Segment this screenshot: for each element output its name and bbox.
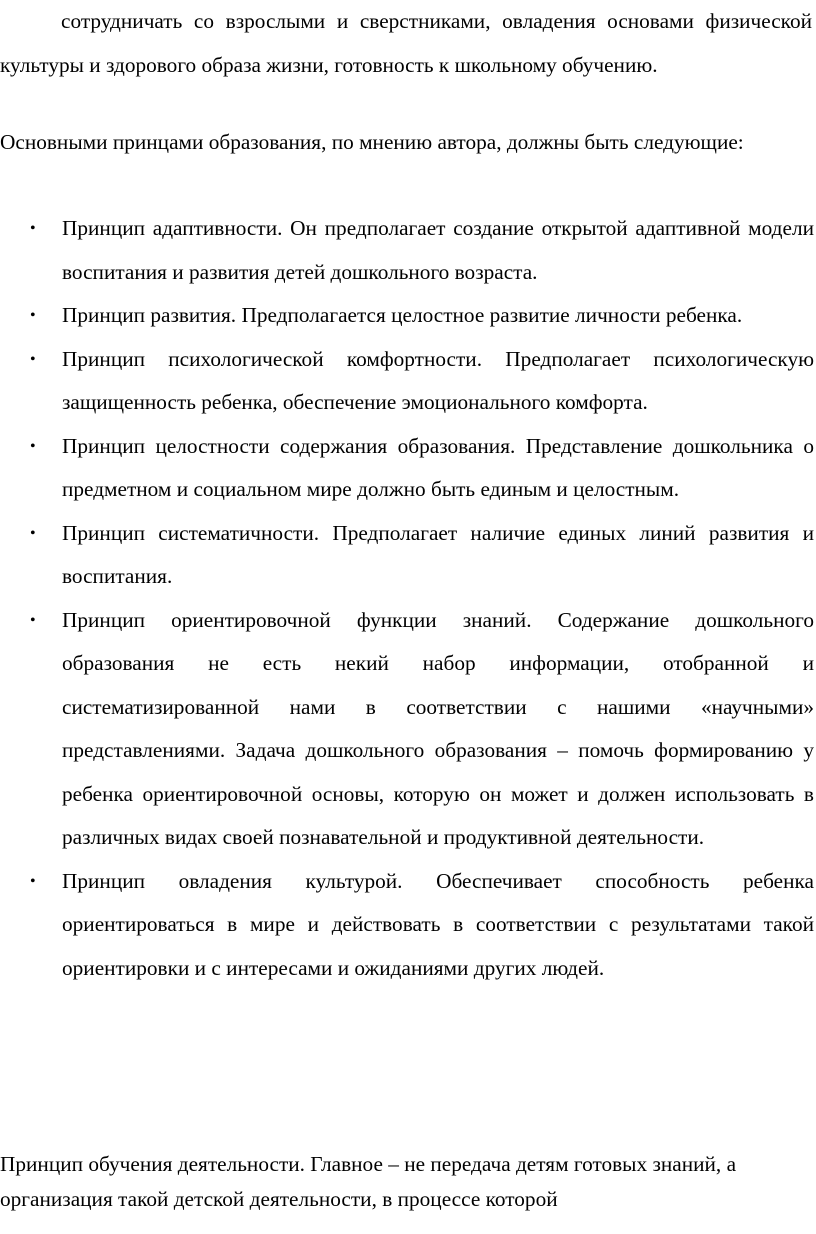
- bullet-icon: •: [30, 437, 36, 455]
- intro-paragraph: сотрудничать со взрослыми и сверстниками, овладения основами физической культуры и здорового образа жизни, готовность к школьному обучению.: [0, 9, 812, 77]
- bullet-icon: •: [30, 872, 36, 890]
- bullet-icon: •: [30, 307, 36, 324]
- list-item-text: Принцип ориентировочной функции знаний. Содержание дошкольного образования не есть некий набор информации, отобранной и систематизированной нами в соответствии с нашими «научными» представлениями. Задача дошкольного образования – помочь формированию у ребенка ориентировочной основы, которую он может и должен использовать в различных видах своей познавательной и продуктивной деятельности.: [62, 607, 814, 849]
- list-item-text: Принцип развития. Предполагается целостное развитие личности ребенка.: [62, 303, 743, 327]
- list-item: [0, 599, 814, 860]
- list-item-text: Принцип систематичности. Предполагает наличие единых линий развития и воспитания.: [62, 520, 814, 588]
- principles-intro-paragraph: Основными принцами образования, по мнению автора, должны быть следующие:: [0, 130, 744, 154]
- list-item-text: Принцип овладения культурой. Обеспечивает способность ребенка ориентироваться в мире и действовать в соответствии с результатами такой ориентировки и с интересами и ожиданиями других людей.: [62, 868, 814, 980]
- bullet-icon: •: [30, 524, 36, 542]
- list-item-text: Принцип адаптивности. Он предполагает создание открытой адаптивной модели воспитания и развития детей дошкольного возраста.: [62, 216, 814, 284]
- list-item-text: Принцип психологической комфортности. Предполагает психологическую защищенность ребенка, обеспечение эмоционального комфорта.: [62, 346, 814, 414]
- list-item: [0, 425, 814, 512]
- list-item: [0, 860, 814, 991]
- list-item: [0, 294, 814, 338]
- list-item-text: Принцип целостности содержания образования. Представление дошкольника о предметном и социальном мире должно быть единым и целостным.: [62, 433, 814, 501]
- list-item: [0, 512, 814, 599]
- principles-list: [0, 207, 814, 990]
- bullet-icon: •: [30, 350, 36, 368]
- bullet-icon: •: [30, 220, 36, 237]
- list-item: [0, 207, 814, 294]
- bullet-icon: •: [30, 611, 36, 629]
- list-item: [0, 338, 814, 425]
- closing-paragraph: Принцип обучения деятельности. Главное – не передача детям готовых знаний, а организация такой детской деятельности, в процессе которой: [0, 1152, 737, 1211]
